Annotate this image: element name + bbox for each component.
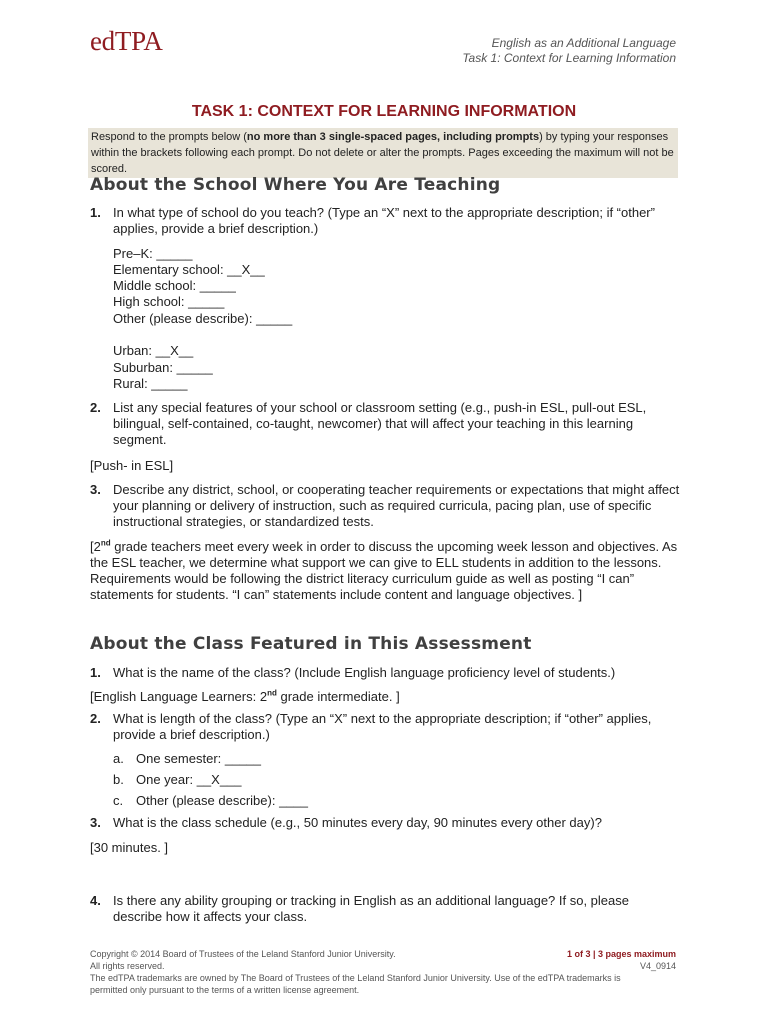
question-number: 2. — [90, 711, 101, 726]
question-class-schedule — [90, 815, 680, 831]
option-line[interactable]: Pre–K: _____ — [113, 246, 193, 261]
option-line[interactable]: Middle school: _____ — [113, 278, 236, 293]
header-subject: English as an Additional Language — [491, 36, 676, 50]
question-number: 3. — [90, 482, 101, 497]
question-ability-grouping — [90, 893, 680, 925]
question-text: What is the name of the class? (Include English language proficiency level of students.) — [113, 665, 616, 680]
question-special-features — [90, 400, 680, 448]
question-requirements — [90, 482, 680, 530]
question-text: Is there any ability grouping or tracking in English as an additional language? If so, please describe how it affects your class. — [113, 893, 629, 924]
question-text: Describe any district, school, or cooperating teacher requirements or expectations that might affect your planning or delivery of instruction, such as required curricula, pacing plan, use of specific instructional strategies, or standardized tests. — [113, 482, 680, 529]
footer-trademark: The edTPA trademarks are owned by The Board of Trustees of the Leland Stanford Junior University. Use of the edTPA trademarks is permitted only pursuant to the terms of a written license agreement. — [90, 973, 621, 995]
response-class-name[interactable]: [English Language Learners: 2nd grade intermediate. ] — [90, 688, 400, 704]
response-requirements[interactable]: [2nd grade teachers meet every week in order to discuss the upcoming week lesson and objectives. As the ESL teacher, we determine what support we can give to ELL students in addition to the lessons. Requirements would be following the district literacy curriculum guide as well as posting “I can” statements for students. “I can” statements include content and language objectives. ] — [90, 538, 678, 602]
section-heading-school: About the School Where You Are Teaching — [90, 175, 501, 195]
response-special-features[interactable]: [Push- in ESL] — [90, 458, 174, 473]
edtpa-logo: edTPA — [90, 26, 163, 56]
question-class-length — [90, 711, 680, 743]
header-task: Task 1: Context for Learning Information — [462, 51, 676, 65]
option-line[interactable]: Suburban: _____ — [113, 360, 213, 375]
instructions-box: Respond to the prompts below (no more than 3 single-spaced pages, including prompts) by typing your responses within the brackets following each prompt. Do not delete or alter the prompts. Pages exceeding the maximum will not be scored. — [88, 128, 678, 178]
option-line[interactable]: Urban: __X__ — [113, 343, 194, 358]
question-text: What is length of the class? (Type an “X” next to the appropriate description; if “other” applies, provide a brief description.) — [113, 711, 652, 742]
question-text: List any special features of your school or classroom setting (e.g., push-in ESL, pull-out ESL, bilingual, self-contained, co-taught, newcomer) that will affect your teaching in this learning segment. — [113, 400, 647, 447]
option-item[interactable]: a. One semester: _____ — [113, 751, 262, 766]
question-text: In what type of school do you teach? (Type an “X” next to the appropriate description; if “other” applies, provide a brief description.) — [113, 205, 655, 236]
option-line[interactable]: Elementary school: __X__ — [113, 262, 265, 277]
question-number: 1. — [90, 665, 101, 680]
question-school-type — [90, 205, 680, 237]
question-number: 3. — [90, 815, 101, 830]
question-number: 1. — [90, 205, 101, 220]
option-item[interactable]: c. Other (please describe): ____ — [113, 793, 308, 808]
section-heading-class: About the Class Featured in This Assessment — [90, 634, 532, 654]
question-number: 4. — [90, 893, 101, 908]
option-line[interactable]: Other (please describe): _____ — [113, 311, 293, 326]
page-title: TASK 1: CONTEXT FOR LEARNING INFORMATION — [191, 103, 577, 120]
question-text: What is the class schedule (e.g., 50 minutes every day, 90 minutes every other day)? — [113, 815, 602, 830]
option-item[interactable]: b. One year: __X___ — [113, 772, 242, 787]
footer-copyright: Copyright © 2014 Board of Trustees of the Leland Stanford Junior University. — [90, 949, 396, 959]
question-class-name — [90, 665, 680, 681]
footer-version: V4_0914 — [639, 961, 676, 971]
question-number: 2. — [90, 400, 101, 415]
response-class-schedule[interactable]: [30 minutes. ] — [90, 840, 169, 855]
option-line[interactable]: High school: _____ — [113, 294, 225, 309]
footer-page-count: 1 of 3 | 3 pages maximum — [566, 949, 676, 959]
option-line[interactable]: Rural: _____ — [113, 376, 188, 391]
footer-rights: All rights reserved. — [90, 961, 165, 971]
